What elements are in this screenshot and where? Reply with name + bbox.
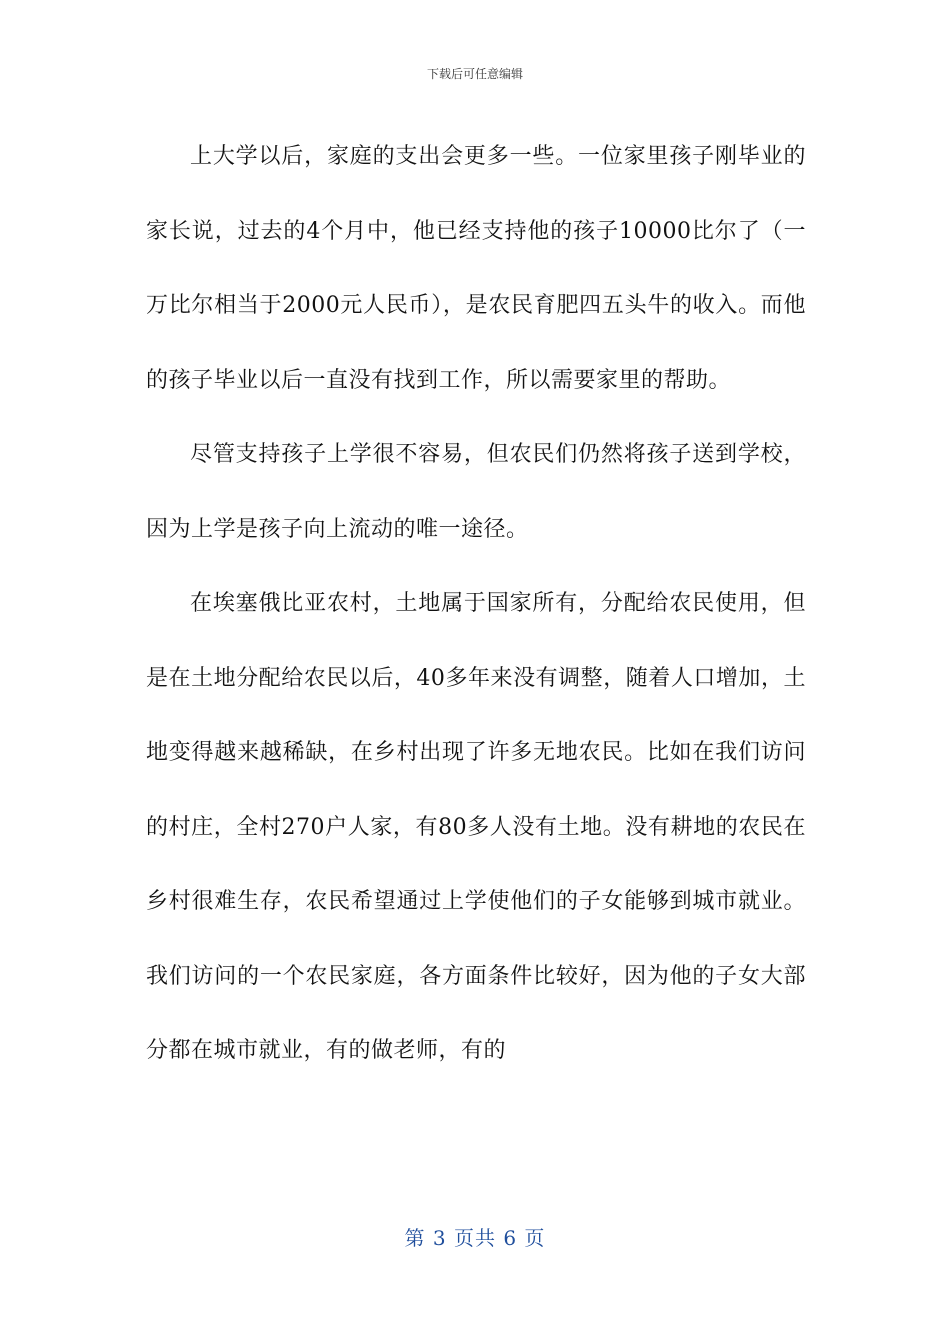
paragraph-1: 上大学以后，家庭的支出会更多一些。一位家里孩子刚毕业的家长说，过去的4个月中，他已经支持他的孩子10000比尔了（一万比尔相当于2000元人民币），是农民育肥四五头牛的收入。而他的孩子毕业以后一直没有找到工作，所以需要家里的帮助。 <box>146 144 806 393</box>
paragraph-2: 尽管支持孩子上学很不容易，但农民们仍然将孩子送到学校，因为上学是孩子向上流动的唯一途径。 <box>146 442 806 542</box>
page-number-footer: 第 3 页共 6 页 <box>404 1226 546 1250</box>
paragraph-3: 在埃塞俄比亚农村，土地属于国家所有，分配给农民使用，但是在土地分配给农民以后，40多年来没有调整，随着人口增加，土地变得越来越稀缺，在乡村出现了许多无地农民。比如在我们访问的村庄，全村270户人家，有80多人没有土地。没有耕地的农民在乡村很难生存，农民希望通过上学使他们的子女能够到城市就业。我们访问的一个农民家庭，各方面条件比较好，因为他的子女大部分都在城市就业，有的做老师，有的 <box>146 591 806 1063</box>
page-header-note: 下载后可任意编辑 <box>426 67 523 81</box>
document-body <box>146 120 806 1089</box>
